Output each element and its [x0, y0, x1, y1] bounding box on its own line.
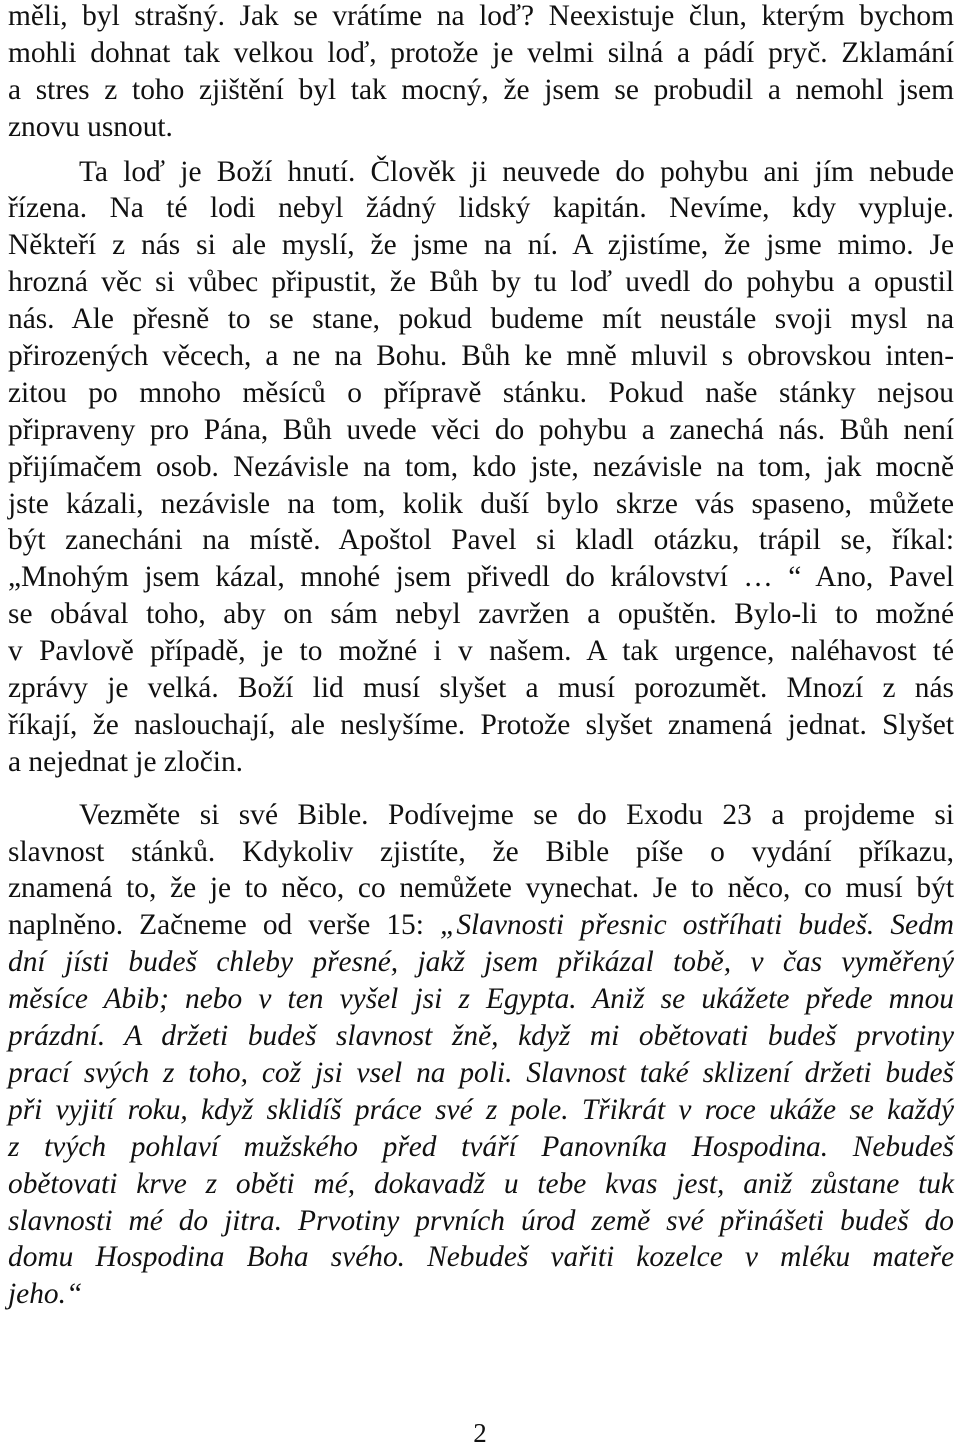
- text-line: v Pavlově případě, je to možné i v našem. A tak urgence, naléhavost té: [8, 635, 954, 668]
- text-line: být zanecháni na místě. Apoštol Pavel si kladl otázku, trápil se, říkal:: [8, 524, 954, 557]
- text-line: Vezměte si své Bible. Podívejme se do Exodu 23 a projdeme si: [79, 798, 954, 831]
- scripture-quote-line: z tvých pohlaví mužského před tváří Panovníka Hospodina. Nebudeš: [8, 1130, 954, 1163]
- text-line: a stres z toho zjištění byl tak mocný, že jsem se probudil a nemohl jsem: [8, 73, 954, 106]
- text-line: přijímačem osob. Nezávisle na tom, kdo jste, nezávisle na tom, jak mocně: [8, 450, 954, 483]
- text-line-with-quote: [8, 907, 954, 944]
- scripture-quote-line: dní jísti budeš chleby přesné, jakž jsem přikázal tobě, v čas vyměřený: [8, 946, 954, 979]
- scripture-quote-start: „Slavnosti přesnic ostříhati budeš. Sedm: [439, 909, 954, 942]
- text-line: říkají, že naslouchají, ale neslyšíme. Protože slyšet znamená jednat. Slyšet: [8, 708, 954, 741]
- text-line: slavnost stánků. Kdykoliv zjistíte, že Bible píše o vydání příkazu,: [8, 835, 954, 868]
- scripture-quote-line: domu Hospodina Boha svého. Nebudeš vařiti kozelce v mléku mateře: [8, 1241, 954, 1274]
- text-line: znovu usnout.: [8, 110, 173, 143]
- page-number: 2: [473, 1418, 487, 1448]
- text-line: zprávy je velká. Boží lid musí slyšet a musí porozumět. Mnozí z nás: [8, 672, 954, 705]
- text-line: se obával toho, aby on sám nebyl zavržen a opuštěn. Bylo-li to možné: [8, 598, 954, 631]
- text-line: přirozených věcech, a ne na Bohu. Bůh ke mně mluvil s obrovskou inten-: [8, 340, 954, 373]
- text-line: znamená to, že je to něco, co nemůžete vynechat. Je to něco, co musí být: [8, 872, 954, 905]
- scripture-quote-line: prázdní. A držeti budeš slavnost žně, když mi obětovati budeš prvotiny: [8, 1020, 954, 1053]
- text-body: [8, 0, 954, 1313]
- text-line: Někteří z nás si ale myslí, že jsme na ní. A zjistíme, že jsme mimo. Je: [8, 229, 954, 262]
- text-line: Ta loď je Boží hnutí. Člověk ji neuvede do pohybu ani jím nebude: [79, 155, 954, 188]
- scripture-quote-line: prací svých z toho, což jsi vsel na poli. Slavnost také sklizení držeti budeš: [8, 1056, 954, 1089]
- text-line: zitou po mnoho měsíců o přípravě stánku. Pokud naše stánky nejsou: [8, 376, 954, 409]
- text-line: „Mnohým jsem kázal, mnohé jsem přivedl do království … “ Ano, Pavel: [8, 561, 954, 594]
- text-line: připraveny pro Pána, Bůh uvede věci do pohybu a zanechá nás. Bůh není: [8, 413, 954, 446]
- text-line: měli, byl strašný. Jak se vrátíme na loď? Neexistuje člun, kterým bychom: [8, 0, 954, 32]
- text-line: nás. Ale přesně to se stane, pokud budeme mít neustále svoji mysl na: [8, 303, 954, 336]
- scripture-quote-line: měsíce Abib; nebo v ten vyšel jsi z Egypta. Aniž se ukážete přede mnou: [8, 983, 954, 1016]
- text-line: hrozná věc si vůbec připustit, že Bůh by tu loď uvedl do pohybu a opustil: [8, 266, 954, 299]
- scripture-quote-line: při vyjití roku, když sklidíš práce své z pole. Třikrát v roce ukáže se každý: [8, 1093, 954, 1126]
- text-line: řízena. Na té lodi nebyl žádný lidský kapitán. Nevíme, kdy vypluje.: [8, 192, 954, 225]
- text-line: jste kázali, nezávisle na tom, kolik duší bylo skrze vás spaseno, můžete: [8, 487, 954, 520]
- scripture-quote-line: slavnosti mé do jitra. Prvotiny prvních úrod země své přinášeti budeš do: [8, 1204, 954, 1237]
- text-line: mohli dohnat tak velkou loď, protože je velmi silná a pádí pryč. Zklamání: [8, 36, 954, 69]
- scripture-quote-line: jeho.“: [8, 1278, 83, 1311]
- text-line: a nejednat je zločin.: [8, 745, 244, 778]
- scripture-quote-line: obětovati krve z oběti mé, dokavadž u tebe kvas jest, aniž zůstane tuk: [8, 1167, 954, 1200]
- text-segment: naplněno. Začneme od verše 15:: [8, 909, 440, 942]
